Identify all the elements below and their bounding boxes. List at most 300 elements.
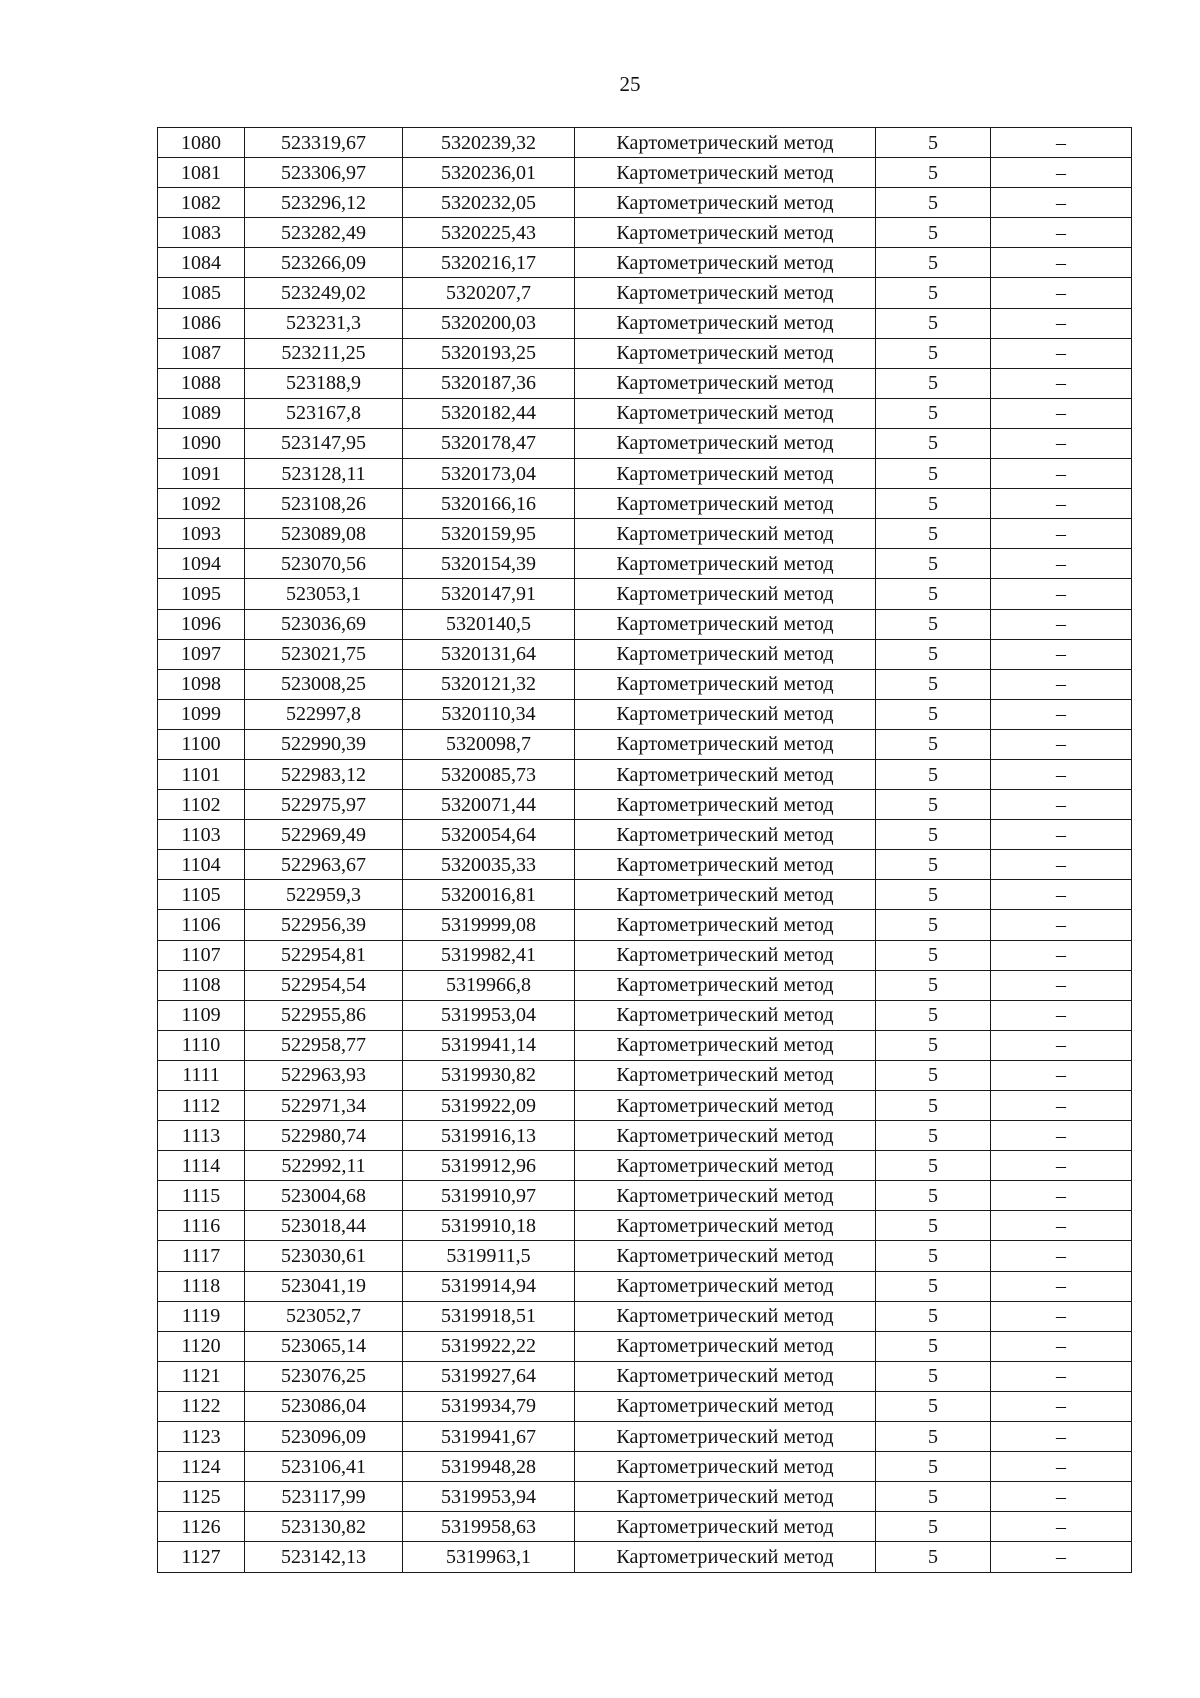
accuracy-cell: 5 <box>876 1030 991 1060</box>
note-cell: – <box>991 188 1132 218</box>
x-coordinate-cell: 523147,95 <box>245 428 403 458</box>
y-coordinate-cell: 5320207,7 <box>403 278 575 308</box>
y-coordinate-cell: 5320187,36 <box>403 368 575 398</box>
table-row <box>158 368 1132 398</box>
x-coordinate-cell: 522992,11 <box>245 1151 403 1181</box>
table-row <box>158 579 1132 609</box>
table-row <box>158 158 1132 188</box>
note-cell: – <box>991 699 1132 729</box>
point-number-cell: 1107 <box>158 940 245 970</box>
note-cell: – <box>991 278 1132 308</box>
table-row <box>158 609 1132 639</box>
accuracy-cell: 5 <box>876 1151 991 1181</box>
y-coordinate-cell: 5319927,64 <box>403 1361 575 1391</box>
table-row <box>158 1422 1132 1452</box>
note-cell: – <box>991 1181 1132 1211</box>
y-coordinate-cell: 5320173,04 <box>403 459 575 489</box>
method-cell: Картометрический метод <box>575 1361 876 1391</box>
y-coordinate-cell: 5320035,33 <box>403 850 575 880</box>
note-cell: – <box>991 1422 1132 1452</box>
y-coordinate-cell: 5320239,32 <box>403 128 575 158</box>
method-cell: Картометрический метод <box>575 188 876 218</box>
x-coordinate-cell: 523211,25 <box>245 338 403 368</box>
y-coordinate-cell: 5319930,82 <box>403 1060 575 1090</box>
method-cell: Картометрический метод <box>575 1091 876 1121</box>
note-cell: – <box>991 428 1132 458</box>
y-coordinate-cell: 5320225,43 <box>403 218 575 248</box>
y-coordinate-cell: 5320147,91 <box>403 579 575 609</box>
x-coordinate-cell: 523106,41 <box>245 1452 403 1482</box>
accuracy-cell: 5 <box>876 128 991 158</box>
method-cell: Картометрический метод <box>575 1060 876 1090</box>
note-cell: – <box>991 158 1132 188</box>
point-number-cell: 1126 <box>158 1512 245 1542</box>
note-cell: – <box>991 1151 1132 1181</box>
note-cell: – <box>991 368 1132 398</box>
note-cell: – <box>991 248 1132 278</box>
point-number-cell: 1119 <box>158 1301 245 1331</box>
point-number-cell: 1124 <box>158 1452 245 1482</box>
table-row <box>158 820 1132 850</box>
x-coordinate-cell: 523018,44 <box>245 1211 403 1241</box>
y-coordinate-cell: 5320216,17 <box>403 248 575 278</box>
y-coordinate-cell: 5320110,34 <box>403 699 575 729</box>
y-coordinate-cell: 5320159,95 <box>403 519 575 549</box>
point-number-cell: 1087 <box>158 338 245 368</box>
table-row <box>158 729 1132 759</box>
accuracy-cell: 5 <box>876 549 991 579</box>
accuracy-cell: 5 <box>876 1391 991 1421</box>
x-coordinate-cell: 522975,97 <box>245 790 403 820</box>
x-coordinate-cell: 523076,25 <box>245 1361 403 1391</box>
x-coordinate-cell: 523130,82 <box>245 1512 403 1542</box>
table-row <box>158 428 1132 458</box>
y-coordinate-cell: 5319916,13 <box>403 1121 575 1151</box>
accuracy-cell: 5 <box>876 699 991 729</box>
table-row <box>158 1361 1132 1391</box>
y-coordinate-cell: 5319922,09 <box>403 1091 575 1121</box>
method-cell: Картометрический метод <box>575 639 876 669</box>
method-cell: Картометрический метод <box>575 428 876 458</box>
note-cell: – <box>991 128 1132 158</box>
x-coordinate-cell: 523319,67 <box>245 128 403 158</box>
point-number-cell: 1102 <box>158 790 245 820</box>
point-number-cell: 1092 <box>158 489 245 519</box>
y-coordinate-cell: 5319966,8 <box>403 970 575 1000</box>
method-cell: Картометрический метод <box>575 1482 876 1512</box>
x-coordinate-cell: 522971,34 <box>245 1091 403 1121</box>
method-cell: Картометрический метод <box>575 1422 876 1452</box>
accuracy-cell: 5 <box>876 850 991 880</box>
method-cell: Картометрический метод <box>575 158 876 188</box>
method-cell: Картометрический метод <box>575 308 876 338</box>
method-cell: Картометрический метод <box>575 278 876 308</box>
x-coordinate-cell: 523188,9 <box>245 368 403 398</box>
note-cell: – <box>991 639 1132 669</box>
point-number-cell: 1086 <box>158 308 245 338</box>
accuracy-cell: 5 <box>876 1091 991 1121</box>
point-number-cell: 1112 <box>158 1091 245 1121</box>
method-cell: Картометрический метод <box>575 338 876 368</box>
y-coordinate-cell: 5319912,96 <box>403 1151 575 1181</box>
table-row <box>158 1482 1132 1512</box>
x-coordinate-cell: 523065,14 <box>245 1331 403 1361</box>
method-cell: Картометрический метод <box>575 128 876 158</box>
point-number-cell: 1121 <box>158 1361 245 1391</box>
table-row <box>158 1091 1132 1121</box>
x-coordinate-cell: 523089,08 <box>245 519 403 549</box>
method-cell: Картометрический метод <box>575 579 876 609</box>
table-row <box>158 1151 1132 1181</box>
method-cell: Картометрический метод <box>575 1121 876 1151</box>
x-coordinate-cell: 522963,67 <box>245 850 403 880</box>
table-row <box>158 338 1132 368</box>
x-coordinate-cell: 523167,8 <box>245 398 403 428</box>
point-number-cell: 1093 <box>158 519 245 549</box>
accuracy-cell: 5 <box>876 1060 991 1090</box>
method-cell: Картометрический метод <box>575 1271 876 1301</box>
accuracy-cell: 5 <box>876 218 991 248</box>
point-number-cell: 1089 <box>158 398 245 428</box>
note-cell: – <box>991 609 1132 639</box>
note-cell: – <box>991 549 1132 579</box>
note-cell: – <box>991 940 1132 970</box>
table-row <box>158 1241 1132 1271</box>
note-cell: – <box>991 910 1132 940</box>
accuracy-cell: 5 <box>876 188 991 218</box>
point-number-cell: 1099 <box>158 699 245 729</box>
method-cell: Картометрический метод <box>575 1331 876 1361</box>
y-coordinate-cell: 5319953,04 <box>403 1000 575 1030</box>
y-coordinate-cell: 5319958,63 <box>403 1512 575 1542</box>
table-row <box>158 1030 1132 1060</box>
y-coordinate-cell: 5319914,94 <box>403 1271 575 1301</box>
y-coordinate-cell: 5320178,47 <box>403 428 575 458</box>
accuracy-cell: 5 <box>876 579 991 609</box>
method-cell: Картометрический метод <box>575 759 876 789</box>
table-row <box>158 248 1132 278</box>
method-cell: Картометрический метод <box>575 669 876 699</box>
accuracy-cell: 5 <box>876 338 991 368</box>
method-cell: Картометрический метод <box>575 910 876 940</box>
x-coordinate-cell: 523306,97 <box>245 158 403 188</box>
accuracy-cell: 5 <box>876 639 991 669</box>
point-number-cell: 1104 <box>158 850 245 880</box>
point-number-cell: 1111 <box>158 1060 245 1090</box>
table-row <box>158 1301 1132 1331</box>
accuracy-cell: 5 <box>876 910 991 940</box>
method-cell: Картометрический метод <box>575 1151 876 1181</box>
method-cell: Картометрический метод <box>575 820 876 850</box>
point-number-cell: 1106 <box>158 910 245 940</box>
note-cell: – <box>991 218 1132 248</box>
note-cell: – <box>991 1361 1132 1391</box>
point-number-cell: 1081 <box>158 158 245 188</box>
point-number-cell: 1101 <box>158 759 245 789</box>
note-cell: – <box>991 1091 1132 1121</box>
y-coordinate-cell: 5320154,39 <box>403 549 575 579</box>
y-coordinate-cell: 5319922,22 <box>403 1331 575 1361</box>
method-cell: Картометрический метод <box>575 1030 876 1060</box>
table-row <box>158 398 1132 428</box>
point-number-cell: 1109 <box>158 1000 245 1030</box>
point-number-cell: 1105 <box>158 880 245 910</box>
method-cell: Картометрический метод <box>575 489 876 519</box>
accuracy-cell: 5 <box>876 398 991 428</box>
x-coordinate-cell: 522997,8 <box>245 699 403 729</box>
point-number-cell: 1100 <box>158 729 245 759</box>
accuracy-cell: 5 <box>876 729 991 759</box>
table-row <box>158 459 1132 489</box>
y-coordinate-cell: 5319941,67 <box>403 1422 575 1452</box>
method-cell: Картометрический метод <box>575 398 876 428</box>
table-row <box>158 549 1132 579</box>
accuracy-cell: 5 <box>876 1211 991 1241</box>
method-cell: Картометрический метод <box>575 368 876 398</box>
method-cell: Картометрический метод <box>575 1181 876 1211</box>
x-coordinate-cell: 523249,02 <box>245 278 403 308</box>
x-coordinate-cell: 523282,49 <box>245 218 403 248</box>
table-row <box>158 218 1132 248</box>
accuracy-cell: 5 <box>876 669 991 699</box>
x-coordinate-cell: 523041,19 <box>245 1271 403 1301</box>
y-coordinate-cell: 5320098,7 <box>403 729 575 759</box>
note-cell: – <box>991 489 1132 519</box>
table-row <box>158 1331 1132 1361</box>
table-row <box>158 519 1132 549</box>
table-row <box>158 1512 1132 1542</box>
y-coordinate-cell: 5320140,5 <box>403 609 575 639</box>
note-cell: – <box>991 1211 1132 1241</box>
y-coordinate-cell: 5320193,25 <box>403 338 575 368</box>
table-row <box>158 940 1132 970</box>
accuracy-cell: 5 <box>876 1512 991 1542</box>
note-cell: – <box>991 790 1132 820</box>
note-cell: – <box>991 669 1132 699</box>
method-cell: Картометрический метод <box>575 790 876 820</box>
accuracy-cell: 5 <box>876 609 991 639</box>
method-cell: Картометрический метод <box>575 850 876 880</box>
point-number-cell: 1116 <box>158 1211 245 1241</box>
accuracy-cell: 5 <box>876 1542 991 1572</box>
method-cell: Картометрический метод <box>575 940 876 970</box>
x-coordinate-cell: 523086,04 <box>245 1391 403 1421</box>
note-cell: – <box>991 1060 1132 1090</box>
method-cell: Картометрический метод <box>575 1542 876 1572</box>
method-cell: Картометрический метод <box>575 609 876 639</box>
x-coordinate-cell: 523142,13 <box>245 1542 403 1572</box>
method-cell: Картометрический метод <box>575 699 876 729</box>
point-number-cell: 1117 <box>158 1241 245 1271</box>
method-cell: Картометрический метод <box>575 1301 876 1331</box>
x-coordinate-cell: 522958,77 <box>245 1030 403 1060</box>
point-number-cell: 1120 <box>158 1331 245 1361</box>
y-coordinate-cell: 5320166,16 <box>403 489 575 519</box>
note-cell: – <box>991 1391 1132 1421</box>
accuracy-cell: 5 <box>876 489 991 519</box>
accuracy-cell: 5 <box>876 1121 991 1151</box>
table-row <box>158 188 1132 218</box>
note-cell: – <box>991 519 1132 549</box>
point-number-cell: 1115 <box>158 1181 245 1211</box>
point-number-cell: 1084 <box>158 248 245 278</box>
point-number-cell: 1095 <box>158 579 245 609</box>
accuracy-cell: 5 <box>876 459 991 489</box>
point-number-cell: 1080 <box>158 128 245 158</box>
y-coordinate-cell: 5320071,44 <box>403 790 575 820</box>
method-cell: Картометрический метод <box>575 880 876 910</box>
y-coordinate-cell: 5319953,94 <box>403 1482 575 1512</box>
x-coordinate-cell: 523004,68 <box>245 1181 403 1211</box>
coordinates-table <box>157 127 1132 1573</box>
x-coordinate-cell: 522990,39 <box>245 729 403 759</box>
note-cell: – <box>991 1000 1132 1030</box>
y-coordinate-cell: 5319918,51 <box>403 1301 575 1331</box>
x-coordinate-cell: 522983,12 <box>245 759 403 789</box>
note-cell: – <box>991 459 1132 489</box>
note-cell: – <box>991 970 1132 1000</box>
y-coordinate-cell: 5320232,05 <box>403 188 575 218</box>
y-coordinate-cell: 5319963,1 <box>403 1542 575 1572</box>
x-coordinate-cell: 522955,86 <box>245 1000 403 1030</box>
x-coordinate-cell: 522963,93 <box>245 1060 403 1090</box>
accuracy-cell: 5 <box>876 759 991 789</box>
accuracy-cell: 5 <box>876 1271 991 1301</box>
table-row <box>158 489 1132 519</box>
method-cell: Картометрический метод <box>575 1512 876 1542</box>
x-coordinate-cell: 523266,09 <box>245 248 403 278</box>
x-coordinate-cell: 522954,54 <box>245 970 403 1000</box>
method-cell: Картометрический метод <box>575 549 876 579</box>
note-cell: – <box>991 338 1132 368</box>
y-coordinate-cell: 5319910,18 <box>403 1211 575 1241</box>
accuracy-cell: 5 <box>876 158 991 188</box>
accuracy-cell: 5 <box>876 970 991 1000</box>
table-row <box>158 1121 1132 1151</box>
point-number-cell: 1127 <box>158 1542 245 1572</box>
accuracy-cell: 5 <box>876 1452 991 1482</box>
point-number-cell: 1110 <box>158 1030 245 1060</box>
x-coordinate-cell: 523296,12 <box>245 188 403 218</box>
point-number-cell: 1091 <box>158 459 245 489</box>
x-coordinate-cell: 523096,09 <box>245 1422 403 1452</box>
point-number-cell: 1090 <box>158 428 245 458</box>
method-cell: Картометрический метод <box>575 1452 876 1482</box>
accuracy-cell: 5 <box>876 278 991 308</box>
point-number-cell: 1125 <box>158 1482 245 1512</box>
point-number-cell: 1123 <box>158 1422 245 1452</box>
note-cell: – <box>991 759 1132 789</box>
table-row <box>158 880 1132 910</box>
x-coordinate-cell: 523008,25 <box>245 669 403 699</box>
y-coordinate-cell: 5319999,08 <box>403 910 575 940</box>
note-cell: – <box>991 1241 1132 1271</box>
point-number-cell: 1097 <box>158 639 245 669</box>
y-coordinate-cell: 5319941,14 <box>403 1030 575 1060</box>
y-coordinate-cell: 5320054,64 <box>403 820 575 850</box>
y-coordinate-cell: 5320200,03 <box>403 308 575 338</box>
method-cell: Картометрический метод <box>575 1000 876 1030</box>
x-coordinate-cell: 522954,81 <box>245 940 403 970</box>
accuracy-cell: 5 <box>876 790 991 820</box>
table-row <box>158 1060 1132 1090</box>
x-coordinate-cell: 522980,74 <box>245 1121 403 1151</box>
table-row <box>158 1000 1132 1030</box>
note-cell: – <box>991 1030 1132 1060</box>
accuracy-cell: 5 <box>876 1000 991 1030</box>
note-cell: – <box>991 1512 1132 1542</box>
method-cell: Картометрический метод <box>575 248 876 278</box>
table-row <box>158 1391 1132 1421</box>
accuracy-cell: 5 <box>876 1241 991 1271</box>
table-row <box>158 1542 1132 1572</box>
y-coordinate-cell: 5319948,28 <box>403 1452 575 1482</box>
table-row <box>158 1452 1132 1482</box>
method-cell: Картометрический метод <box>575 1391 876 1421</box>
accuracy-cell: 5 <box>876 940 991 970</box>
table-row <box>158 308 1132 338</box>
note-cell: – <box>991 1542 1132 1572</box>
accuracy-cell: 5 <box>876 1482 991 1512</box>
point-number-cell: 1113 <box>158 1121 245 1151</box>
table-row <box>158 910 1132 940</box>
note-cell: – <box>991 880 1132 910</box>
point-number-cell: 1108 <box>158 970 245 1000</box>
y-coordinate-cell: 5319910,97 <box>403 1181 575 1211</box>
coordinates-table-body <box>158 128 1132 1573</box>
x-coordinate-cell: 522969,49 <box>245 820 403 850</box>
note-cell: – <box>991 1121 1132 1151</box>
note-cell: – <box>991 1271 1132 1301</box>
page-number: 25 <box>619 72 641 96</box>
point-number-cell: 1122 <box>158 1391 245 1421</box>
note-cell: – <box>991 398 1132 428</box>
accuracy-cell: 5 <box>876 308 991 338</box>
accuracy-cell: 5 <box>876 1181 991 1211</box>
point-number-cell: 1088 <box>158 368 245 398</box>
note-cell: – <box>991 1452 1132 1482</box>
note-cell: – <box>991 729 1132 759</box>
note-cell: – <box>991 308 1132 338</box>
accuracy-cell: 5 <box>876 820 991 850</box>
note-cell: – <box>991 1482 1132 1512</box>
note-cell: – <box>991 850 1132 880</box>
y-coordinate-cell: 5320121,32 <box>403 669 575 699</box>
point-number-cell: 1085 <box>158 278 245 308</box>
point-number-cell: 1083 <box>158 218 245 248</box>
point-number-cell: 1094 <box>158 549 245 579</box>
accuracy-cell: 5 <box>876 1422 991 1452</box>
method-cell: Картометрический метод <box>575 459 876 489</box>
table-row <box>158 128 1132 158</box>
table-row <box>158 639 1132 669</box>
accuracy-cell: 5 <box>876 368 991 398</box>
table-row <box>158 759 1132 789</box>
note-cell: – <box>991 1301 1132 1331</box>
accuracy-cell: 5 <box>876 1331 991 1361</box>
point-number-cell: 1114 <box>158 1151 245 1181</box>
point-number-cell: 1098 <box>158 669 245 699</box>
x-coordinate-cell: 523231,3 <box>245 308 403 338</box>
point-number-cell: 1118 <box>158 1271 245 1301</box>
x-coordinate-cell: 523021,75 <box>245 639 403 669</box>
table-row <box>158 970 1132 1000</box>
accuracy-cell: 5 <box>876 880 991 910</box>
x-coordinate-cell: 523117,99 <box>245 1482 403 1512</box>
point-number-cell: 1096 <box>158 609 245 639</box>
y-coordinate-cell: 5320182,44 <box>403 398 575 428</box>
accuracy-cell: 5 <box>876 519 991 549</box>
